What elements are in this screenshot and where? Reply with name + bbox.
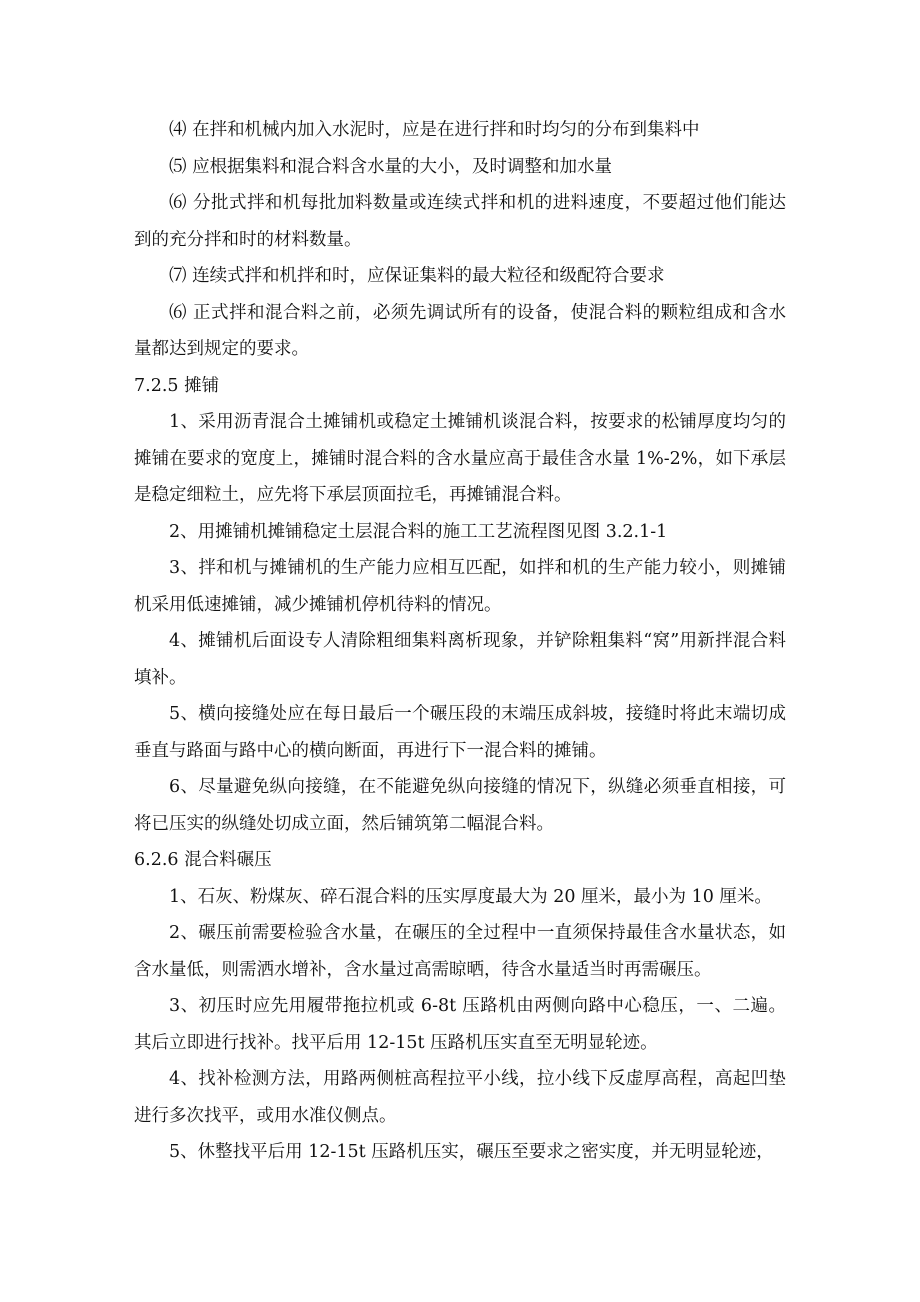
paragraph-compaction-4: 4、找补检测方法，用路两侧桩高程拉平小线，拉小线下反虚厚高程，高起凹垫进行多次找平，或用水准仪侧点。 [134,1069,786,1126]
paragraph-paving-4: 4、摊铺机后面设专人清除粗细集料离析现象，并铲除粗集料“窝”用新拌混合料填补。 [134,631,786,688]
paragraph-compaction-1: 1、石灰、粉煤灰、碎石混合料的压实厚度最大为 20 厘米，最小为 10 厘米。 [169,886,772,907]
paragraph-item-6b: ⑹ 正式拌和混合料之前，必须先调试所有的设备，使混合料的颗粒组成和含水量都达到规定的要求。 [134,302,786,359]
paragraph-paving-5: 5、横向接缝处应在每日最后一个碾压段的末端压成斜坡，接缝时将此末端切成垂直与路面与路中心的横向断面，再进行下一混合料的摊铺。 [134,704,786,761]
paragraph-paving-3: 3、拌和机与摊铺机的生产能力应相互匹配，如拌和机的生产能力较小，则摊铺机采用低速摊铺，减少摊铺机停机待料的情况。 [134,558,786,615]
paragraph-paving-1: 1、采用沥青混合土摊铺机或稳定土摊铺机谈混合料，按要求的松铺厚度均匀的摊铺在要求的宽度上，摊铺时混合料的含水量应高于最佳含水量 1%-2%，如下承层是稳定细粒土，应先将下承层顶面拉毛，再摊铺混合料。 [134,412,786,505]
paragraph-item-7: ⑺ 连续式拌和机拌和时，应保证集料的最大粒径和级配符合要求 [169,266,665,286]
paragraph-compaction-5: 5、休整找平后用 12-15t 压路机压实，碾压至要求之密实度，并无明显轮迹， [169,1142,774,1162]
document-body [134,112,786,1171]
paragraph-compaction-2: 2、碾压前需要检验含水量，在碾压的全过程中一直须保持最佳含水量状态，如含水量低，则需洒水增补，含水量过高需晾晒，待含水量适当时再需碾压。 [134,923,786,980]
paragraph-item-4: ⑷ 在拌和机械内加入水泥时，应是在进行拌和时均匀的分布到集料中 [169,120,700,140]
paragraph-item-6: ⑹ 分批式拌和机每批加料数量或连续式拌和机的进料速度，不要超过他们能达到的充分拌和时的材料数量。 [134,193,786,250]
paragraph-item-5: ⑸ 应根据集料和混合料含水量的大小，及时调整和加水量 [169,156,613,177]
paragraph-compaction-3: 3、初压时应先用履带拖拉机或 6-8t 压路机由两侧向路中心稳压，一、二遍。其后立即进行找补。找平后用 12-15t 压路机压实直至无明显轮迹。 [134,996,786,1053]
section-heading-paving: 7.2.5 摊铺 [134,375,220,396]
paragraph-paving-6: 6、尽量避免纵向接缝，在不能避免纵向接缝的情况下，纵缝必须垂直相接，可将已压实的纵缝处切成立面，然后铺筑第二幅混合料。 [134,777,786,834]
section-heading-compaction: 6.2.6 混合料碾压 [134,850,272,870]
paragraph-paving-2: 2、用摊铺机摊铺稳定土层混合料的施工工艺流程图见图 3.2.1-1 [169,521,668,542]
